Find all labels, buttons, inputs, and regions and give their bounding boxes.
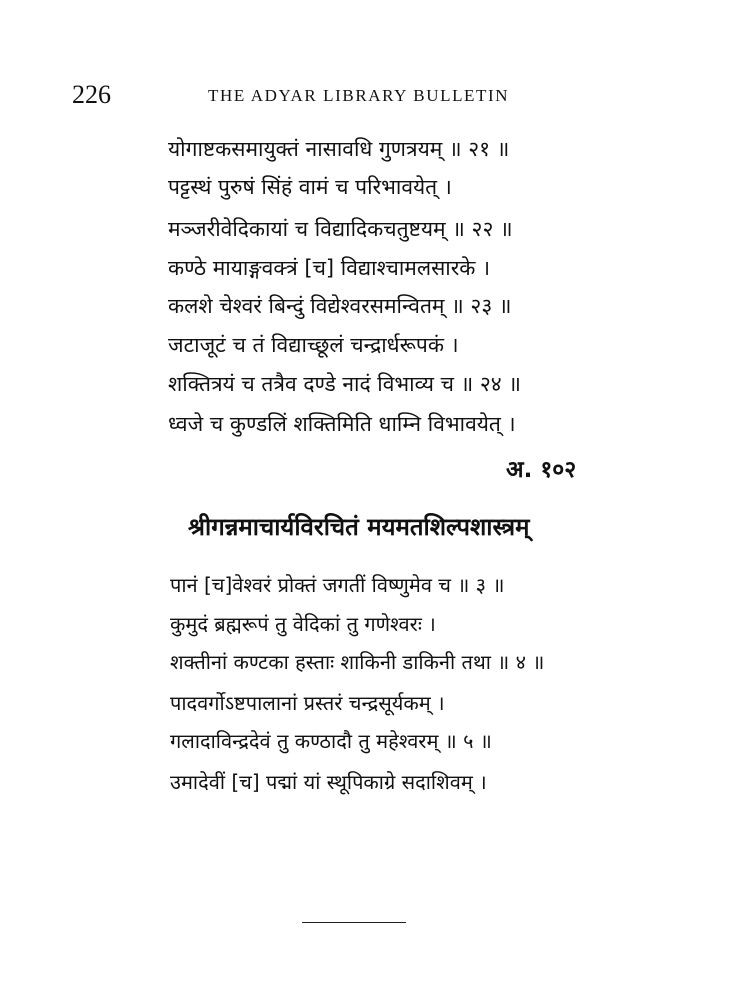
- verse-line-24a: शक्तित्रयं च तत्रैव दण्डे नादं विभाव्य च ॥ २४ ॥: [168, 372, 521, 396]
- verse-line-21b: पट्टस्थं पुरुषं सिंहं वामं च परिभावयेत् ।: [168, 175, 452, 199]
- running-head: THE ADYAR LIBRARY BULLETIN: [208, 86, 510, 105]
- verse-line-22a: मञ्जरीवेदिकायां च विद्यादिकचतुष्टयम् ॥ २२ ॥: [168, 217, 513, 241]
- verse-line-23a: कलशे चेश्वरं बिन्दुं विद्येश्वरसमन्वितम् ॥ २३ ॥: [168, 294, 512, 318]
- verse-line-5a: पादवर्गोऽष्टपालानां प्रस्तरं चन्द्रसूर्यकम् ।: [170, 691, 445, 715]
- verse-line-24b: ध्वजे च कुण्डलिं शक्तिमिति धाम्नि विभावयेत् ।: [168, 412, 516, 436]
- verse-line-22b: कण्ठे मायाङ्गवक्त्रं [च] विद्याश्चामलसारके ।: [168, 256, 491, 280]
- verse-line-23b: जटाजूटं च तं विद्याच्छूलं चन्द्रार्धरूपकं ।: [168, 333, 459, 357]
- end-rule: [302, 922, 406, 923]
- verse-line-21a: योगाष्टकसमायुक्तं नासावधि गुणत्रयम् ॥ २१ ॥: [168, 137, 510, 161]
- chapter-colophon: अ. १०२: [506, 457, 577, 483]
- verse-line-4b: शक्तीनां कण्टका हस्ताः शाकिनी डाकिनी तथा ॥ ४ ॥: [170, 650, 545, 674]
- section-title: श्रीगन्नमाचार्यविरचितं मयमतशिल्पशास्त्रम्: [188, 513, 530, 541]
- verse-line-4a: कुमुदं ब्रह्मरूपं तु वेदिकां तु गणेश्वरः ।: [170, 612, 436, 636]
- verse-line-6: उमादेवीं [च] पद्मां यां स्थूपिकाग्रे सदाशिवम् ।: [170, 770, 487, 794]
- page-number: 226: [72, 80, 111, 109]
- verse-line-5b: गलादाविन्द्रदेवं तु कण्ठादौ तु महेश्वरम् ॥ ५ ॥: [170, 729, 492, 753]
- verse-line-3: पानं [च]वेश्वरं प्रोक्तं जगतीं विष्णुमेव च ॥ ३ ॥: [170, 573, 505, 597]
